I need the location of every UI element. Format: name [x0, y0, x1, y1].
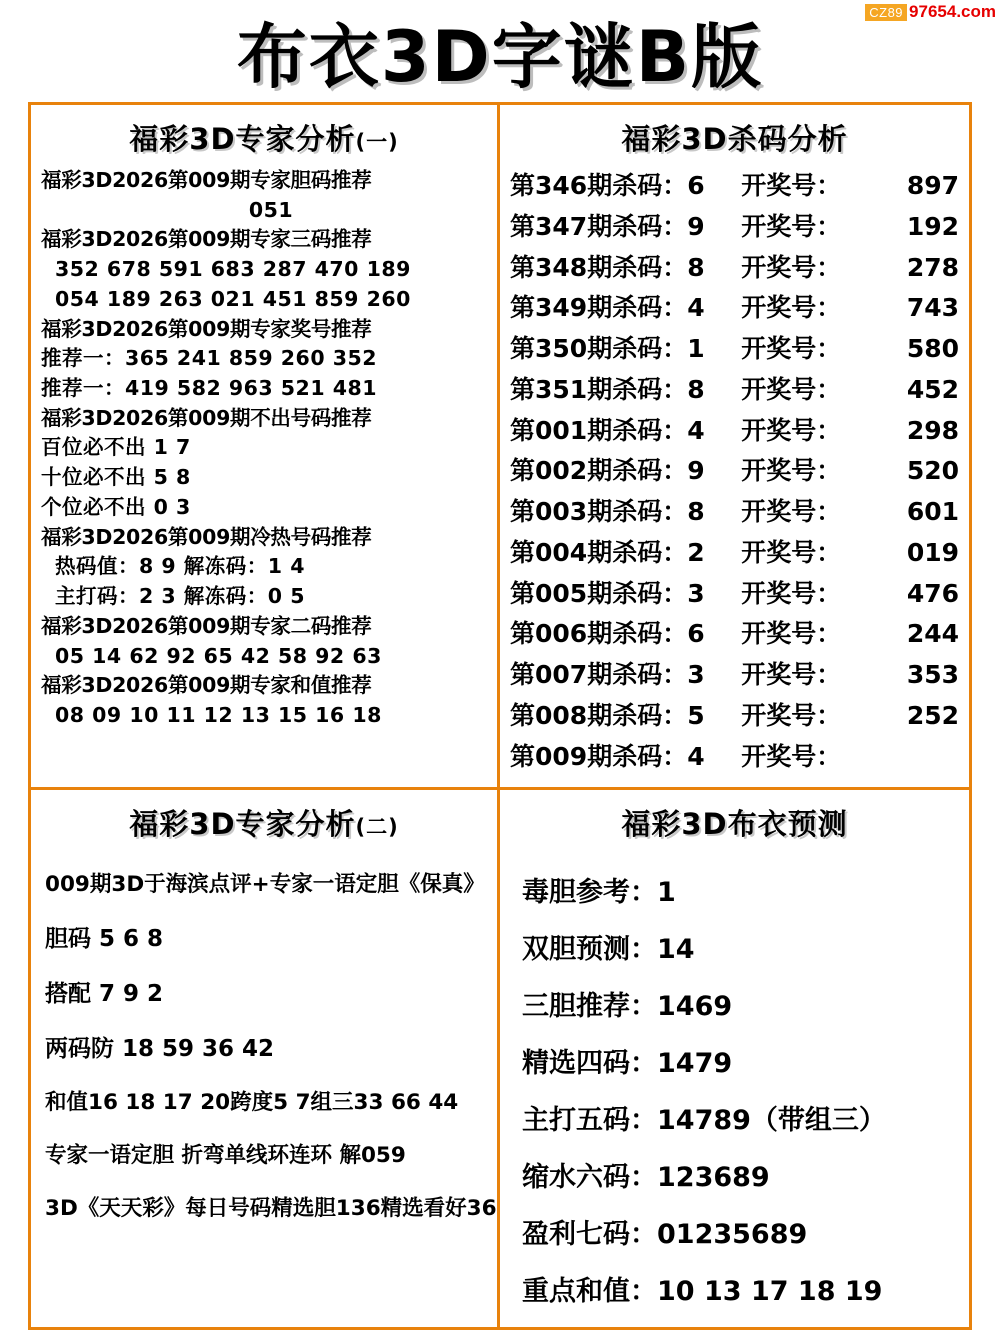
panel-expert-analysis-2: [31, 790, 500, 1327]
kill-label: 期杀码：: [587, 741, 688, 771]
prediction-value: 14789（带组三）: [657, 1105, 886, 1137]
content-grid: [28, 102, 972, 1330]
table-row: [510, 411, 959, 452]
kill-label: 期杀码：: [587, 415, 688, 445]
analysis-line: 009期3D于海滨点评+专家一语定胆《保真》: [45, 872, 485, 898]
kill-number: 4: [687, 741, 705, 771]
table-row: [510, 207, 959, 248]
block-line: 百位必不出 1 7: [41, 435, 191, 460]
period-number: 002: [535, 456, 588, 486]
prediction-row: [510, 1032, 959, 1089]
period-prefix: 第: [510, 537, 536, 567]
panel-title-expert-analysis-2: [41, 802, 487, 843]
block-line: 十位必不出 5 8: [41, 465, 191, 490]
kill-label: 期杀码：: [587, 334, 688, 363]
block-heading: 福彩3D2026第009期专家胆码推荐: [41, 168, 372, 192]
prediction-value: 10 13 17 18 19: [657, 1276, 883, 1308]
kill-number: 6: [687, 171, 705, 200]
kill-number: 1: [687, 334, 705, 363]
open-number: 252: [906, 700, 959, 730]
period-number: 346: [535, 171, 588, 200]
kill-number: 4: [687, 415, 705, 445]
block-heading: 福彩3D2026第009期专家三码推荐: [41, 227, 372, 252]
kill-number: 3: [687, 578, 705, 608]
kill-number: 9: [687, 211, 705, 241]
period-prefix: 第: [510, 578, 536, 608]
block-heading: 福彩3D2026第009期不出号码推荐: [41, 405, 372, 430]
prediction-value: 01235689: [657, 1219, 808, 1251]
period-prefix: 第: [510, 700, 536, 730]
prediction-label: 缩水六码：: [522, 1162, 657, 1194]
panel-kill-code-analysis: [500, 105, 969, 790]
open-label: 开奖号：: [741, 619, 842, 649]
table-row: [510, 370, 959, 411]
open-label: 开奖号：: [741, 497, 842, 526]
open-label: 开奖号：: [741, 415, 842, 445]
open-number: 278: [906, 252, 959, 282]
prediction-row: [510, 1146, 959, 1203]
panel-title-text: 福彩3D专家分析: [129, 807, 356, 842]
prediction-row: [510, 861, 959, 918]
table-row: [510, 329, 959, 370]
block-heading: 福彩3D2026第009期专家二码推荐: [41, 613, 372, 638]
period-prefix: 第: [510, 619, 536, 649]
buyi-prediction-body: [510, 851, 959, 1317]
panel-expert-analysis-1: [31, 105, 500, 790]
prediction-row: [510, 1089, 959, 1146]
block-line: 05 14 62 92 65 42 58 92 63: [55, 643, 382, 668]
kill-number: 2: [687, 537, 705, 567]
prediction-label: 三胆推荐：: [522, 991, 657, 1023]
page-title: 布衣3D字谜B版: [236, 16, 764, 98]
open-number: 244: [906, 619, 959, 649]
kill-label: 期杀码：: [587, 537, 688, 567]
kill-label: 期杀码：: [587, 619, 688, 649]
open-label: 开奖号：: [741, 741, 842, 771]
period-prefix: 第: [510, 211, 536, 241]
period-number: 006: [535, 619, 588, 649]
open-number: 353: [906, 660, 959, 689]
kill-label: 期杀码：: [587, 293, 688, 323]
panel-title-buyi-prediction: 福彩3D布衣预测: [621, 807, 848, 842]
period-prefix: 第: [510, 415, 536, 445]
prediction-label: 盈利七码：: [522, 1219, 657, 1251]
prediction-label: 毒胆参考：: [522, 877, 657, 909]
open-number: 452: [906, 374, 959, 404]
open-label: 开奖号：: [741, 293, 842, 323]
prediction-value: 14: [657, 934, 695, 966]
open-label: 开奖号：: [741, 252, 842, 282]
kill-label: 期杀码：: [587, 700, 688, 730]
open-number: 897: [906, 171, 959, 200]
table-row: [510, 248, 959, 289]
prediction-label: 重点和值：: [522, 1276, 657, 1308]
panel-buyi-prediction: [500, 790, 969, 1327]
open-label: 开奖号：: [741, 537, 842, 567]
table-row: [510, 655, 959, 696]
period-number: 009: [535, 741, 588, 771]
period-number: 008: [535, 700, 588, 730]
period-prefix: 第: [510, 171, 536, 200]
open-label: 开奖号：: [741, 211, 842, 241]
prediction-row: [510, 1203, 959, 1260]
block-line: 08 09 10 11 12 13 15 16 18: [55, 702, 382, 727]
block-heading: 福彩3D2026第009期冷热号码推荐: [41, 524, 372, 549]
open-label: 开奖号：: [741, 374, 842, 404]
table-row: [510, 696, 959, 737]
kill-label: 期杀码：: [587, 252, 688, 282]
kill-number: 3: [687, 660, 705, 689]
block-line: 热码值：8 9 解冻码：1 4: [55, 554, 305, 579]
block-line: 352 678 591 683 287 470 189: [55, 257, 411, 282]
panel-title-kill-code: 福彩3D杀码分析: [621, 122, 848, 156]
table-row: [510, 533, 959, 574]
period-number: 351: [535, 374, 588, 404]
analysis-line: 搭配 7 9 2: [45, 981, 164, 1008]
panel-title-suffix: (一): [355, 130, 399, 154]
period-prefix: 第: [510, 293, 536, 323]
block-line: 主打码：2 3 解冻码：0 5: [55, 584, 305, 609]
kill-number: 8: [687, 497, 705, 526]
block-line: 054 189 263 021 451 859 260: [55, 286, 411, 311]
analysis-line: 和值16 18 17 20跨度5 7组三33 66 44: [45, 1090, 459, 1116]
open-number: 601: [906, 497, 959, 526]
period-prefix: 第: [510, 252, 536, 282]
watermark: [865, 2, 996, 22]
open-number: 520: [906, 456, 959, 486]
expert-analysis-2-body: [41, 851, 497, 1233]
kill-number: 5: [687, 700, 705, 730]
period-prefix: 第: [510, 497, 536, 526]
kill-label: 期杀码：: [587, 660, 688, 689]
panel-title-expert-analysis-1: [41, 117, 487, 158]
prediction-row: [510, 918, 959, 975]
expert-analysis-1-body: [41, 166, 487, 731]
kill-code-table: [510, 166, 959, 777]
period-number: 347: [535, 211, 588, 241]
kill-number: 4: [687, 293, 705, 323]
kill-label: 期杀码：: [587, 211, 688, 241]
period-prefix: 第: [510, 374, 536, 404]
kill-label: 期杀码：: [587, 171, 688, 200]
kill-number: 9: [687, 456, 705, 486]
period-number: 349: [535, 293, 588, 323]
watermark-left-label: CZ89: [865, 4, 907, 21]
open-number: 019: [906, 537, 959, 567]
period-prefix: 第: [510, 334, 536, 363]
analysis-line: 专家一语定胆 折弯单线环连环 解059: [45, 1143, 406, 1169]
open-label: 开奖号：: [741, 700, 842, 730]
period-prefix: 第: [510, 456, 536, 486]
kill-label: 期杀码：: [587, 497, 688, 526]
table-row: [510, 574, 959, 615]
table-row: [510, 737, 959, 778]
table-row: [510, 492, 959, 533]
table-row: [510, 614, 959, 655]
block-line: 推荐一：365 241 859 260 352: [41, 346, 378, 371]
period-number: 005: [535, 578, 588, 608]
kill-label: 期杀码：: [587, 578, 688, 608]
block-heading: 福彩3D2026第009期专家奖号推荐: [41, 316, 372, 341]
period-number: 007: [535, 660, 588, 689]
period-number: 004: [535, 537, 588, 567]
analysis-line: 两码防 18 59 36 42: [45, 1036, 275, 1063]
prediction-row: [510, 975, 959, 1032]
kill-label: 期杀码：: [587, 374, 688, 404]
prediction-label: 精选四码：: [522, 1048, 657, 1080]
period-prefix: 第: [510, 660, 536, 689]
panel-title-text: 福彩3D专家分析: [129, 122, 356, 156]
period-number: 003: [535, 497, 588, 526]
watermark-site-label: 97654.com: [909, 2, 996, 21]
prediction-label: 主打五码：: [522, 1105, 657, 1137]
open-label: 开奖号：: [741, 334, 842, 363]
analysis-line: 胆码 5 6 8: [45, 926, 164, 953]
open-label: 开奖号：: [741, 456, 842, 486]
block-line: 个位必不出 0 3: [41, 494, 191, 519]
open-label: 开奖号：: [741, 171, 842, 200]
open-number: 476: [906, 578, 959, 608]
open-number: 580: [906, 334, 959, 363]
prediction-value: 1469: [657, 991, 733, 1023]
kill-number: 8: [687, 252, 705, 282]
block-line: 推荐一：419 582 963 521 481: [41, 376, 378, 401]
block-line: 051: [248, 197, 294, 222]
table-row: [510, 166, 959, 207]
kill-label: 期杀码：: [587, 456, 688, 486]
prediction-row: [510, 1260, 959, 1317]
prediction-value: 123689: [657, 1162, 770, 1194]
open-label: 开奖号：: [741, 578, 842, 608]
analysis-line: 3D《天天彩》每日号码精选胆136精选看好36: [45, 1196, 497, 1222]
open-number: 743: [906, 293, 959, 323]
table-row: [510, 288, 959, 329]
period-prefix: 第: [510, 741, 536, 771]
block-heading: 福彩3D2026第009期专家和值推荐: [41, 673, 372, 698]
table-row: [510, 451, 959, 492]
kill-number: 6: [687, 619, 705, 649]
prediction-value: 1479: [657, 1048, 733, 1080]
open-number: 192: [906, 211, 959, 241]
period-number: 001: [535, 415, 588, 445]
prediction-label: 双胆预测：: [522, 934, 657, 966]
panel-title-suffix: (二): [355, 815, 399, 840]
open-label: 开奖号：: [741, 660, 842, 689]
open-number: 298: [906, 415, 959, 445]
kill-number: 8: [687, 374, 705, 404]
period-number: 348: [535, 252, 588, 282]
prediction-value: 1: [657, 877, 676, 909]
period-number: 350: [535, 334, 588, 363]
